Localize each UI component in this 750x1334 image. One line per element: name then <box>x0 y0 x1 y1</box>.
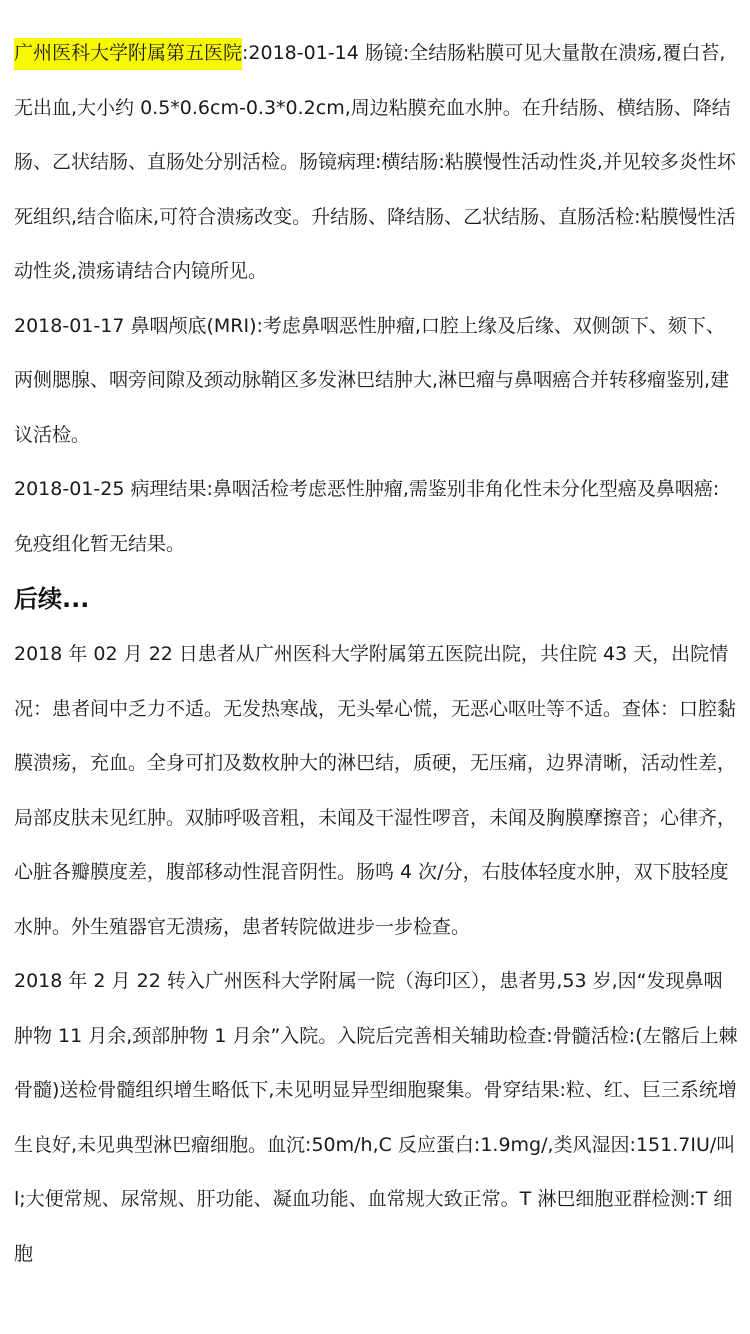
colonoscopy-text: :2018-01-14 肠镜:全结肠粘膜可见大量散在溃疡,覆白苔,无出血,大小约 0.5*0.6cm-0.3*0.2cm,周边粘膜充血水肿。在升结肠、横结肠、降结肠、乙状结肠、直肠处分别活检。肠镜病理:横结肠:粘膜慢性活动性炎,并见较多炎性坏死组织,结合临床,可符合溃疡改变。升结肠、降结肠、乙状结肠、直肠活检:粘膜慢性活动性炎,溃疡请结合内镜所见。 <box>14 42 736 282</box>
paragraph-discharge: 2018 年 02 月 22 日患者从广州医科大学附属第五医院出院，共住院 43 天，出院情况：患者间中乏力不适。无发热寒战，无头晕心慌，无恶心呕吐等不适。查体：口腔黏膜溃疡，充血。全身可扪及数枚肿大的淋巴结，质硬，无压痛，边界清晰，活动性差，局部皮肤未见红肿。双肺呼吸音粗，未闻及干湿性啰音，未闻及胸膜摩擦音；心律齐，心脏各瓣膜度差，腹部移动性混音阴性。肠鸣 4 次/分，右肢体轻度水肿，双下肢轻度水肿。外生殖器官无溃疡，患者转院做进步一步检查。 <box>14 643 737 938</box>
hospital-name-highlight: 广州医科大学附属第五医院 <box>14 38 242 70</box>
paragraph-transfer: 2018 年 2 月 22 转入广州医科大学附属一院（海印区），患者男,53 岁,因“发现鼻咽肿物 11 月余,颈部肿物 1 月余”入院。入院后完善相关辅助检查:骨髓活检:(左髂后上棘骨髓)送检骨髓组织增生略低下,未见明显异型细胞聚集。骨穿结果:粒、红、巨三系统增生良好,未见典型淋巴瘤细胞。血沉:50m/h,C 反应蛋白:1.9mg/,类风湿因:151.7IU/叫 l;大便常规、尿常规、肝功能、凝血功能、血常规大致正常。T 淋巴细胞亚群检测:T 细胞 <box>14 970 738 1265</box>
paragraph-colonoscopy <box>14 26 738 299</box>
section-heading-followup: 后续... <box>14 585 90 613</box>
paragraph-pathology: 2018-01-25 病理结果:鼻咽活检考虑恶性肿瘤,需鉴别非角化性未分化型癌及鼻咽癌:免疫组化暂无结果。 <box>14 478 720 555</box>
paragraph-mri: 2018-01-17 鼻咽颅底(MRI):考虑鼻咽恶性肿瘤,口腔上缘及后缘、双侧颌下、颏下、两侧腮腺、咽旁间隙及颈动脉鞘区多发淋巴结肿大,淋巴瘤与鼻咽癌合并转移瘤鉴别,建议活检。 <box>14 314 730 446</box>
document-page <box>14 0 738 1281</box>
